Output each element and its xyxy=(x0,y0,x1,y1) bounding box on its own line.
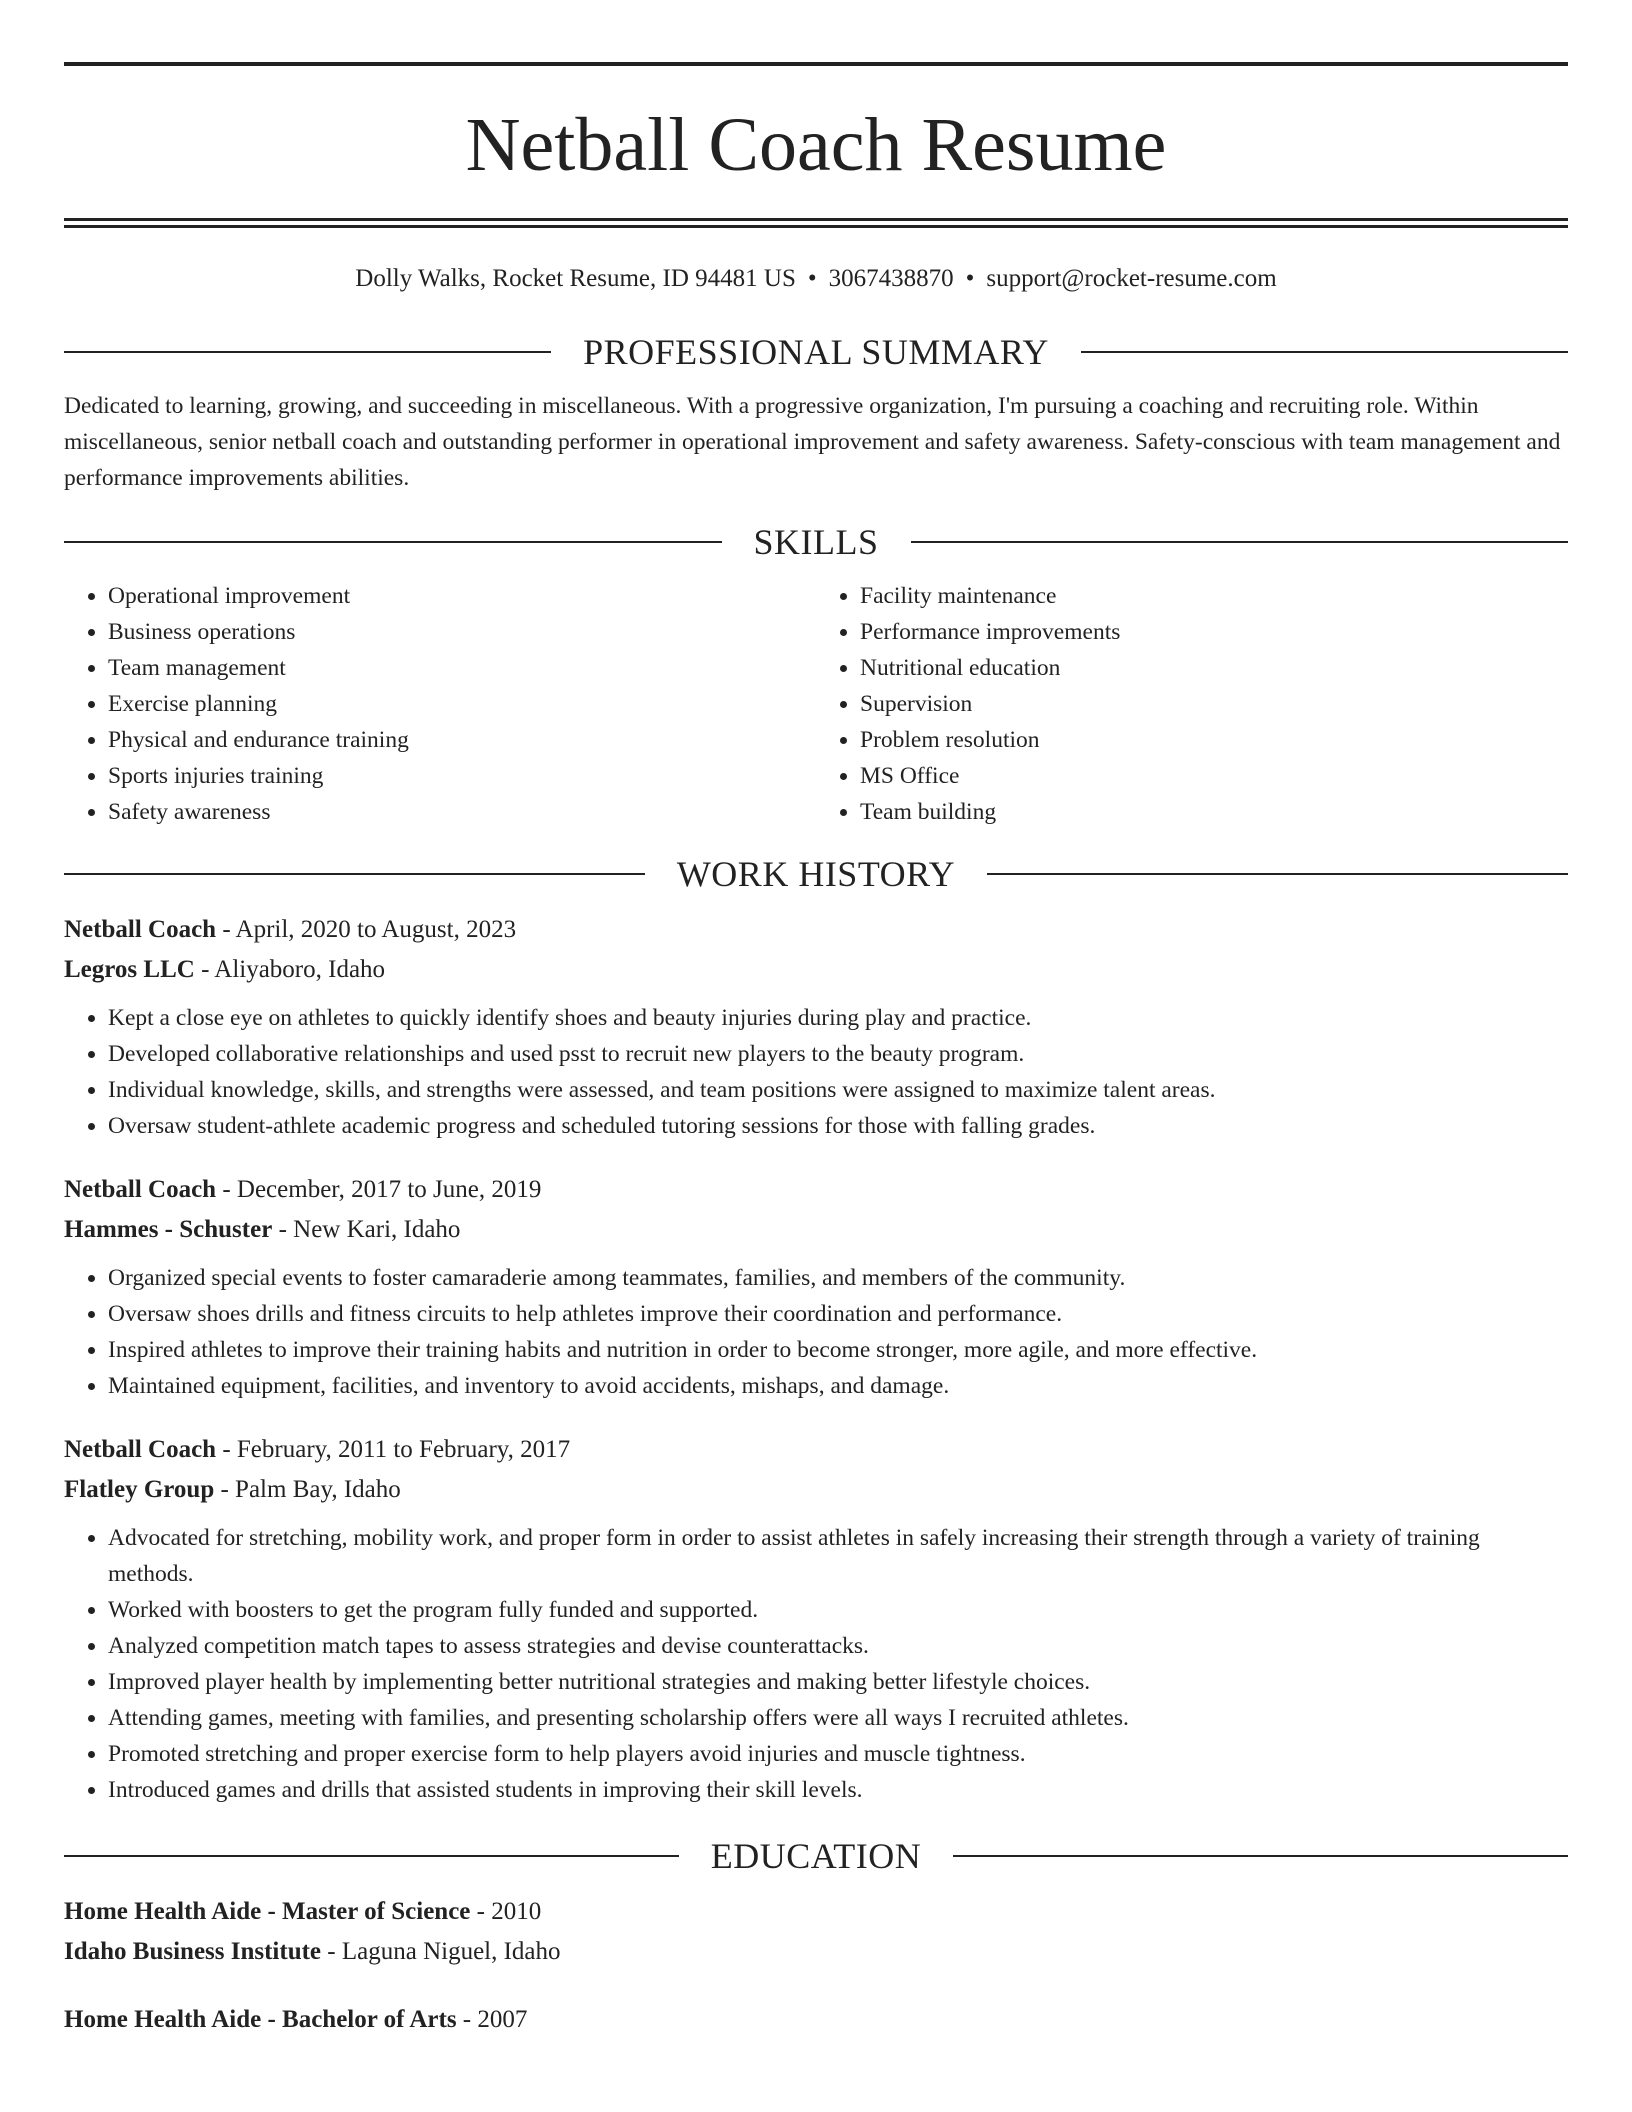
job-company: Legros LLC xyxy=(64,956,195,983)
education-school: Idaho Business Institute xyxy=(64,1938,322,1965)
contact-separator: • xyxy=(807,265,817,292)
job-dates: - December, 2017 to June, 2019 xyxy=(216,1176,542,1203)
skills-column-left xyxy=(64,578,816,830)
skill-item: • Performance improvements xyxy=(860,614,1568,650)
job-title-line xyxy=(64,1170,1568,1210)
job-duty: • Attending games, meeting with families, and presenting scholarship offers were all ways I recruited athletes. xyxy=(108,1700,1568,1736)
work-section-header xyxy=(64,852,1568,896)
contact-phone: 3067438870 xyxy=(828,265,954,292)
skill-item: • Sports injuries training xyxy=(108,758,816,794)
job-duty: • Individual knowledge, skills, and strengths were assessed, and team positions were assigned to maximize talent areas. xyxy=(108,1072,1568,1108)
job-entry xyxy=(64,1430,1568,1808)
skills-heading: SKILLS xyxy=(753,522,879,562)
education-heading: EDUCATION xyxy=(710,1836,922,1876)
job-entry xyxy=(64,1170,1568,1404)
resume-title: Netball Coach Resume xyxy=(465,103,1167,187)
skill-item: • Operational improvement xyxy=(108,578,816,614)
education-degree-line xyxy=(64,2000,1568,2040)
education-school-line xyxy=(64,1932,1568,1972)
education-degree: Home Health Aide - Master of Science xyxy=(64,1898,471,1925)
section-rule xyxy=(64,541,722,543)
skill-item: • Physical and endurance training xyxy=(108,722,816,758)
summary-section-header xyxy=(64,330,1568,374)
skill-item: • Team building xyxy=(860,794,1568,830)
job-duty: • Kept a close eye on athletes to quickly identify shoes and beauty injuries during play and practice. xyxy=(108,1000,1568,1036)
skill-item: • Safety awareness xyxy=(108,794,816,830)
skill-item: • Problem resolution xyxy=(860,722,1568,758)
title-double-rule xyxy=(64,218,1568,228)
job-duty: • Maintained equipment, facilities, and inventory to avoid accidents, mishaps, and damage. xyxy=(108,1368,1568,1404)
job-company-line xyxy=(64,1210,1568,1250)
skill-item: • Nutritional education xyxy=(860,650,1568,686)
section-rule xyxy=(64,351,551,353)
skill-item: • Exercise planning xyxy=(108,686,816,722)
job-dates: - April, 2020 to August, 2023 xyxy=(216,916,517,943)
job-location: - Aliyaboro, Idaho xyxy=(194,956,386,983)
section-rule xyxy=(911,541,1569,543)
job-duty: • Improved player health by implementing better nutritional strategies and making better lifestyle choices. xyxy=(108,1664,1568,1700)
skill-item: • Team management xyxy=(108,650,816,686)
education-entry xyxy=(64,1892,1568,1972)
contact-email: support@rocket-resume.com xyxy=(986,265,1277,292)
job-title: Netball Coach xyxy=(64,1436,217,1463)
job-title-line xyxy=(64,1430,1568,1470)
job-duties xyxy=(64,1000,1568,1144)
contact-separator: • xyxy=(965,265,975,292)
skill-item: • Supervision xyxy=(860,686,1568,722)
section-rule xyxy=(1081,351,1568,353)
skill-item: • Facility maintenance xyxy=(860,578,1568,614)
job-duty: • Organized special events to foster camaraderie among teammates, families, and members of the community. xyxy=(108,1260,1568,1296)
contact-line xyxy=(64,264,1568,294)
job-company: Flatley Group xyxy=(64,1476,215,1503)
job-duty: • Advocated for stretching, mobility work, and proper form in order to assist athletes in safely increasing their strength through a variety of training methods. xyxy=(108,1520,1568,1592)
section-rule xyxy=(953,1855,1568,1857)
job-duty: • Promoted stretching and proper exercise form to help players avoid injuries and muscle tightness. xyxy=(108,1736,1568,1772)
education-year: - 2007 xyxy=(456,2006,528,2033)
job-company: Hammes - Schuster xyxy=(64,1216,273,1243)
job-location: - Palm Bay, Idaho xyxy=(214,1476,401,1503)
education-location: - Laguna Niguel, Idaho xyxy=(321,1938,561,1965)
summary-heading: PROFESSIONAL SUMMARY xyxy=(583,332,1049,372)
skills-section-header xyxy=(64,520,1568,564)
section-rule xyxy=(64,873,645,875)
skill-item: • MS Office xyxy=(860,758,1568,794)
job-duty: • Analyzed competition match tapes to assess strategies and devise counterattacks. xyxy=(108,1628,1568,1664)
skills-list xyxy=(64,578,1568,830)
job-company-line xyxy=(64,950,1568,990)
job-dates: - February, 2011 to February, 2017 xyxy=(216,1436,571,1463)
job-duty: • Oversaw shoes drills and fitness circuits to help athletes improve their coordination and performance. xyxy=(108,1296,1568,1332)
job-duty: • Worked with boosters to get the program fully funded and supported. xyxy=(108,1592,1568,1628)
job-title: Netball Coach xyxy=(64,1176,217,1203)
education-entry xyxy=(64,2000,1568,2040)
education-degree-line xyxy=(64,1892,1568,1932)
section-rule xyxy=(987,873,1568,875)
top-rule xyxy=(64,62,1568,66)
job-company-line xyxy=(64,1470,1568,1510)
summary-text: Dedicated to learning, growing, and succeeding in miscellaneous. With a progressive organization, I'm pursuing a coaching and recruiting role. Within miscellaneous, senior netball coach and outstanding performer in operational improvement and safety awareness. Safety-conscious with team management and performance improvements abilities. xyxy=(64,393,1561,491)
skill-item: • Business operations xyxy=(108,614,816,650)
job-duties xyxy=(64,1260,1568,1404)
skills-column-right xyxy=(816,578,1568,830)
section-rule xyxy=(64,1855,679,1857)
work-heading: WORK HISTORY xyxy=(676,854,956,894)
job-title: Netball Coach xyxy=(64,916,217,943)
contact-address: Dolly Walks, Rocket Resume, ID 94481 US xyxy=(355,265,796,292)
job-duty: • Developed collaborative relationships and used psst to recruit new players to the beauty program. xyxy=(108,1036,1568,1072)
job-location: - New Kari, Idaho xyxy=(272,1216,461,1243)
education-year: - 2010 xyxy=(470,1898,542,1925)
education-section-header xyxy=(64,1834,1568,1878)
job-entry xyxy=(64,910,1568,1144)
job-duties xyxy=(64,1520,1568,1808)
job-duty: • Introduced games and drills that assisted students in improving their skill levels. xyxy=(108,1772,1568,1808)
job-duty: • Oversaw student-athlete academic progress and scheduled tutoring sessions for those with falling grades. xyxy=(108,1108,1568,1144)
education-degree: Home Health Aide - Bachelor of Arts xyxy=(64,2006,457,2033)
job-title-line xyxy=(64,910,1568,950)
job-duty: • Inspired athletes to improve their training habits and nutrition in order to become stronger, more agile, and more effective. xyxy=(108,1332,1568,1368)
